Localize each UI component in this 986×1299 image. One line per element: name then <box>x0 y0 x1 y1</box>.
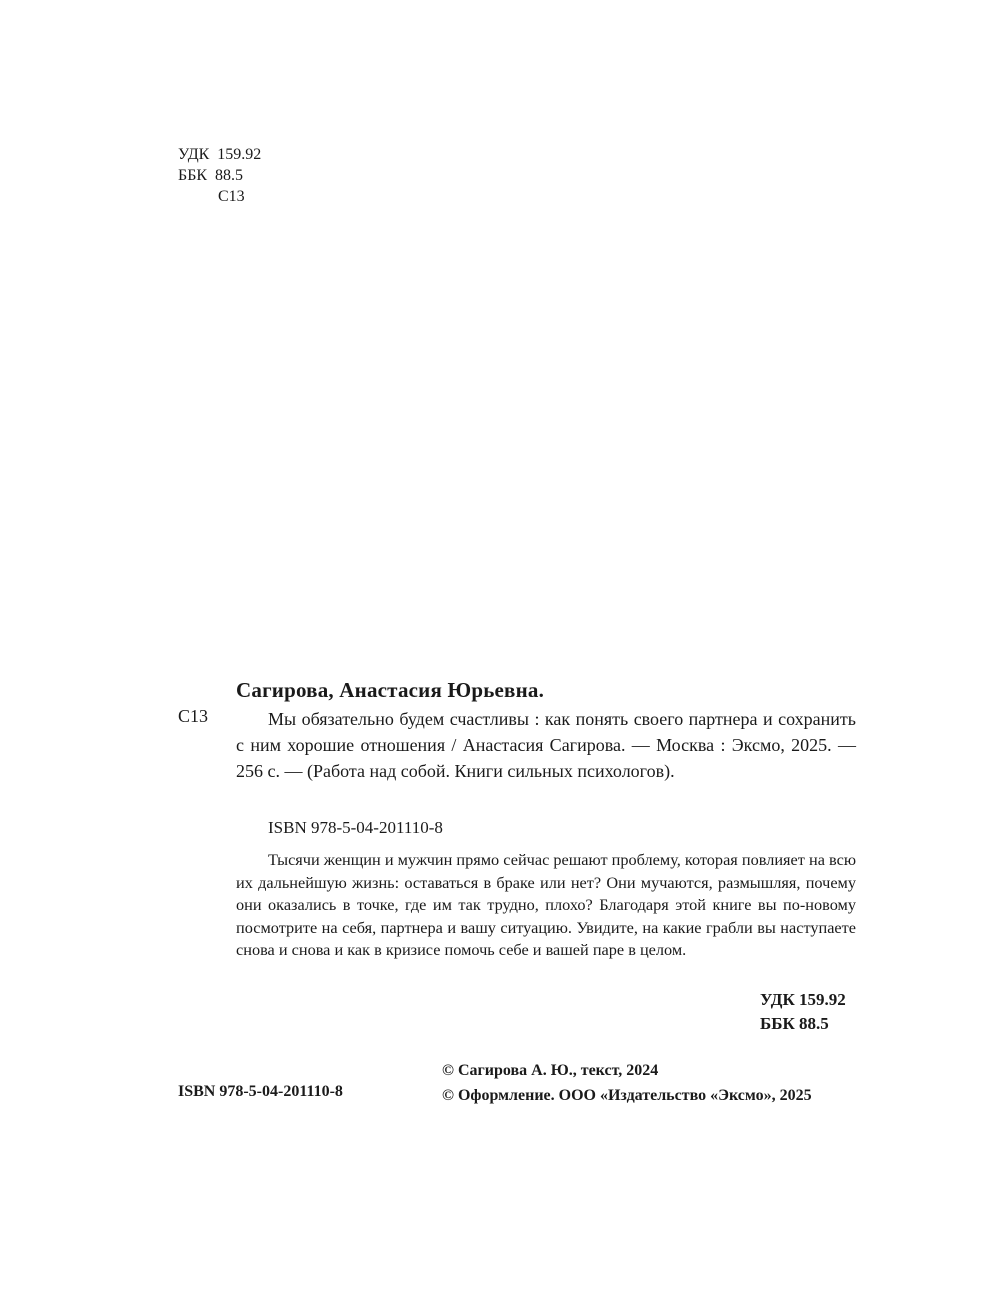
bottom-classification-codes <box>760 988 846 1036</box>
bbk-code: ББК 88.5 <box>178 167 244 184</box>
bbk-code-bold: ББК 88.5 <box>760 1014 829 1033</box>
udk-code: УДК 159.92 <box>178 146 262 163</box>
top-classification-codes <box>178 144 261 207</box>
author-heading: Сагирова, Анастасия Юрьевна. <box>236 678 545 702</box>
copyright-text: © Сагирова А. Ю., текст, 2024 <box>442 1062 659 1079</box>
isbn-footer: ISBN 978-5-04-201110-8 <box>178 1083 343 1100</box>
isbn-record: ISBN 978-5-04-201110-8 <box>268 818 443 837</box>
udk-code-bold: УДК 159.92 <box>760 990 846 1009</box>
author-sign-margin: С13 <box>178 706 209 726</box>
copyright-block <box>442 1058 812 1108</box>
copyright-design: © Оформление. ООО «Издательство «Эксмо», 2025 <box>442 1087 812 1104</box>
author-sign: С13 <box>218 188 245 205</box>
annotation: Тысячи женщин и мужчин прямо сейчас решают проблему, которая повлияет на всю их дальнейшую жизнь: оставаться в браке или нет? Они мучаются, размышляя, почему они оказались в точке, где им так трудно, плохо? Благодаря этой книге вы по-новому посмотрите на себя, партнера и вашу ситуацию. Увидите, на какие грабли вы наступаете снова и снова и как в кризисе помочь себе и вашей паре в целом. <box>236 850 856 959</box>
bibliographic-description: Мы обязательно будем счастливы : как понять своего партнера и сохранить с ним хорошие отношения / Анастасия Сагирова. — Москва : Эксмо, 2025. — 256 с. — (Работа над собой. Книги сильных психологов). <box>236 709 856 781</box>
